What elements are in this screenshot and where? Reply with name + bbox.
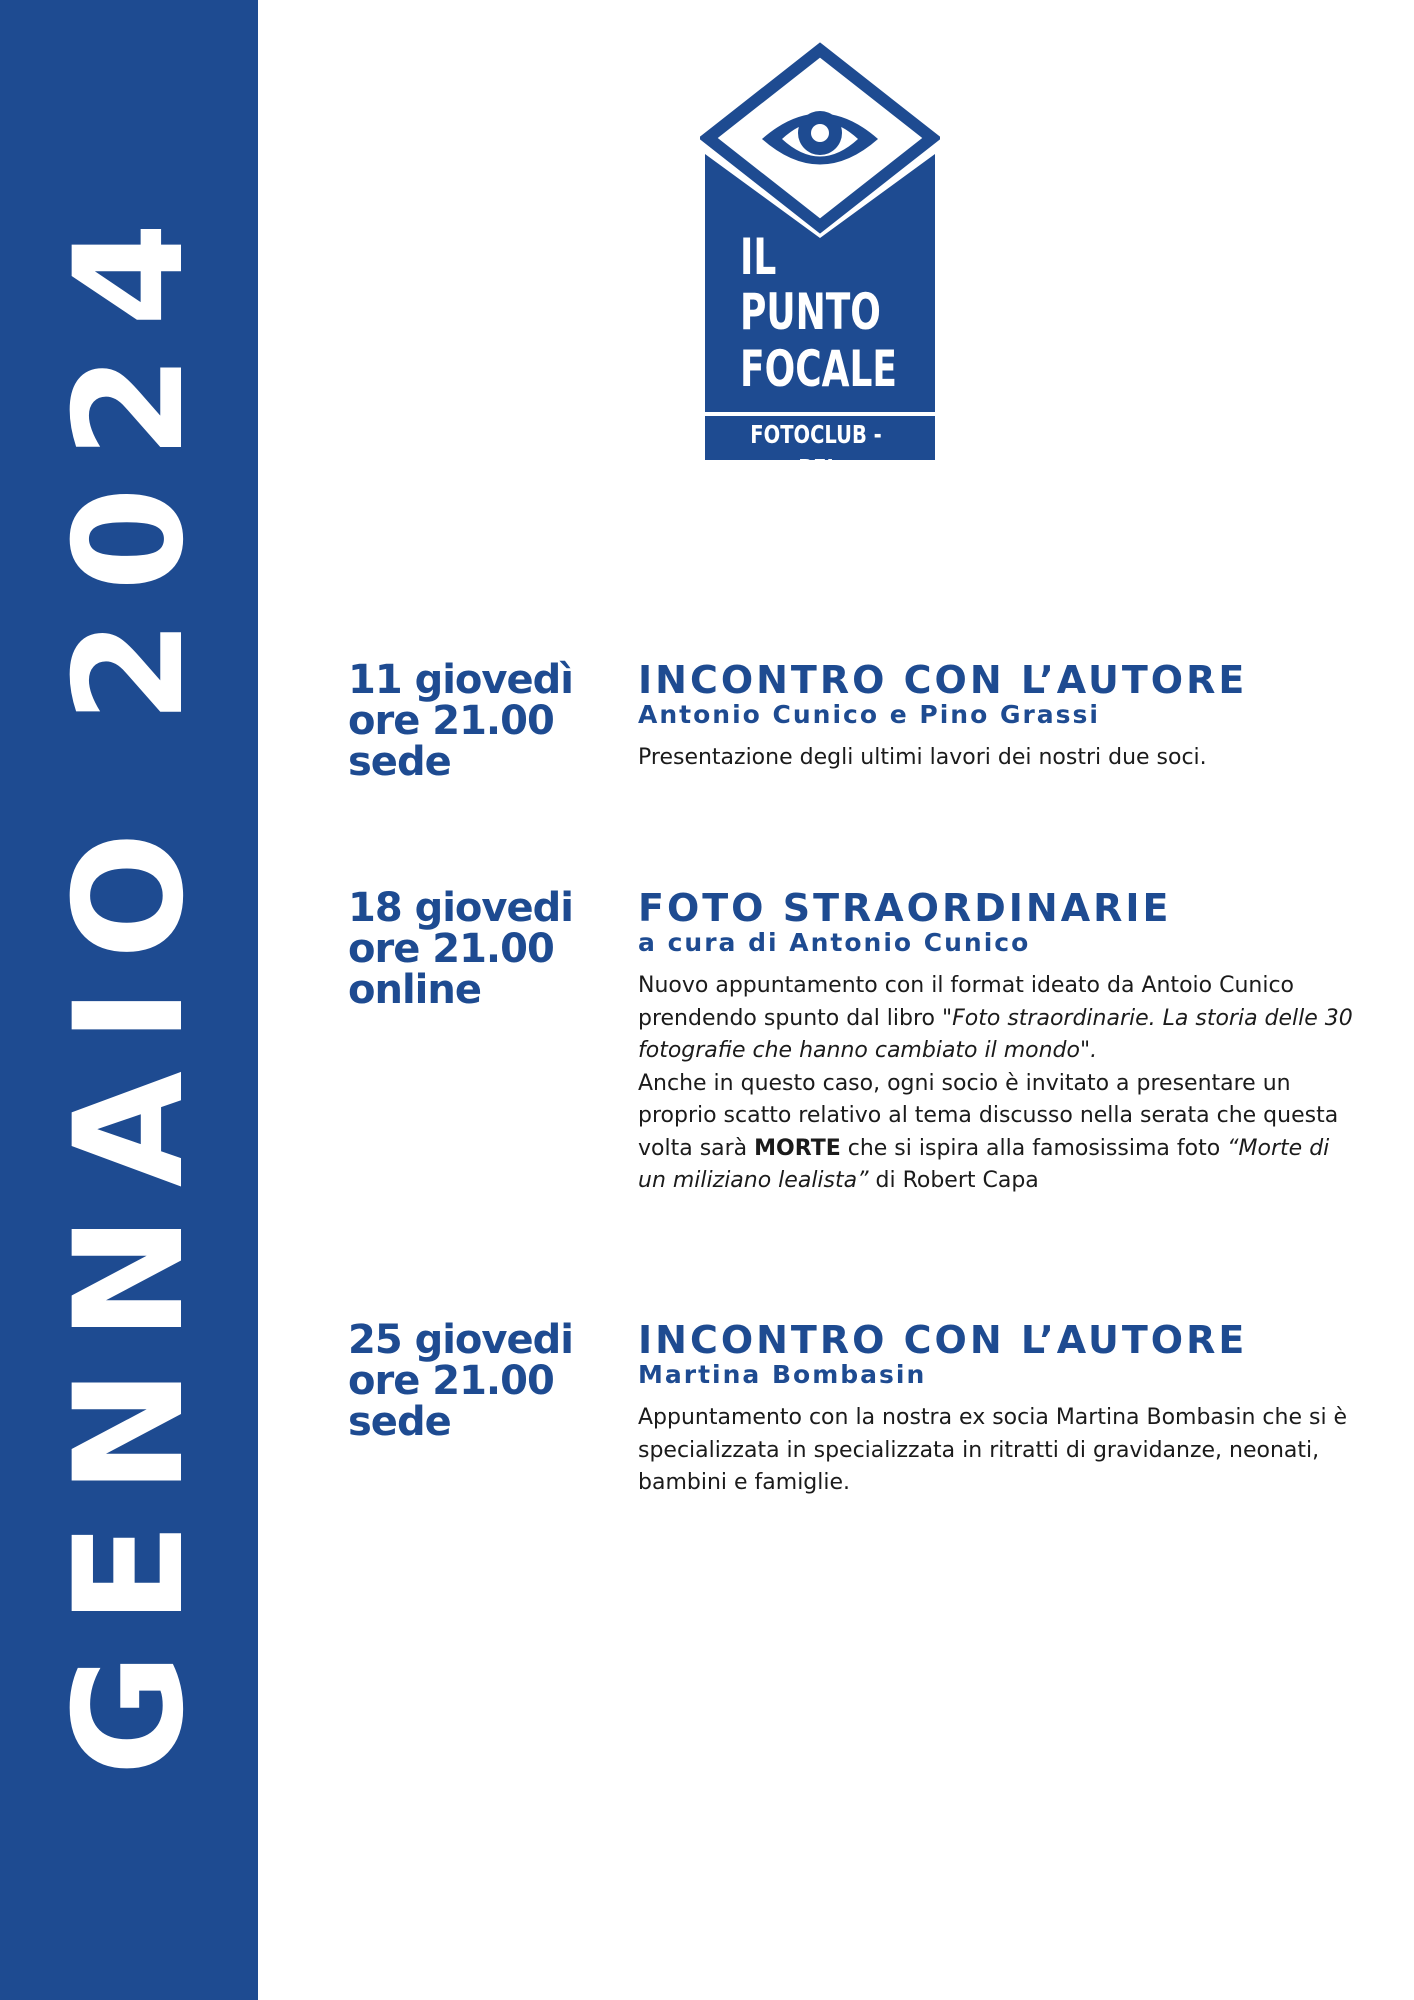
event-description: Appuntamento con la nostra ex socia Martina Bombasin che si è specializzata in specializzata in ritratti di gravidanze, neonati, bambini e famiglie. bbox=[638, 1405, 1348, 1495]
logo-text-focale: FOCALE bbox=[740, 340, 898, 398]
event-day: 11 giovedì bbox=[348, 657, 573, 703]
event-subtitle: a cura di Antonio Cunico bbox=[638, 928, 1031, 957]
club-logo bbox=[700, 42, 940, 483]
event-title: INCONTRO CON L’AUTORE bbox=[638, 1318, 1248, 1362]
event-location: sede bbox=[348, 739, 451, 785]
desc-photo-title: “Morte di un miliziano lealista” bbox=[638, 1135, 1330, 1193]
event-day: 18 giovedi bbox=[348, 885, 573, 931]
sidebar-band bbox=[0, 0, 258, 2000]
event-title: FOTO STRAORDINARIE bbox=[638, 886, 1172, 930]
event-date bbox=[348, 657, 598, 785]
event-subtitle: Antonio Cunico e Pino Grassi bbox=[638, 700, 1101, 729]
desc-theme: MORTE bbox=[754, 1135, 841, 1161]
event-time: ore 21.00 bbox=[348, 698, 554, 744]
event-title: INCONTRO CON L’AUTORE bbox=[638, 658, 1248, 702]
desc-text: di Robert Capa bbox=[868, 1168, 1039, 1193]
event-description: Presentazione degli ultimi lavori dei nostri due soci. bbox=[638, 745, 1207, 770]
event-content bbox=[638, 1320, 1358, 1500]
month-title: GENNAIO 2024 bbox=[43, 194, 217, 1776]
event-description bbox=[638, 970, 1358, 1198]
event-location: sede bbox=[348, 1399, 451, 1445]
event-content bbox=[638, 660, 1358, 775]
event-content bbox=[638, 888, 1358, 1198]
event-date bbox=[348, 885, 598, 1013]
logo-text-punto: PUNTO bbox=[740, 283, 881, 341]
event-time: ore 21.00 bbox=[348, 1358, 554, 1404]
event-time: ore 21.00 bbox=[348, 926, 554, 972]
desc-text: Anche in questo caso, ogni socio è invitato a presentare un proprio scatto relativo al tema discusso nella serata che questa volta sarà bbox=[638, 1070, 1339, 1161]
desc-book-title: "Foto straordinarie. La storia delle 30 fotografie che hanno cambiato il mondo". bbox=[638, 1005, 1353, 1063]
event-day: 25 giovedi bbox=[348, 1317, 573, 1363]
logo-band-fotoclub: FOTOCLUB - BFI bbox=[750, 420, 882, 483]
desc-text: Nuovo appuntamento con il format ideato da Antoio Cunico prendendo spunto dal libro bbox=[638, 973, 1295, 1031]
desc-text: che si ispira alla famosissima foto bbox=[840, 1135, 1228, 1161]
event-location: online bbox=[348, 967, 481, 1013]
logo-text-il: IL bbox=[740, 228, 777, 286]
event-date bbox=[348, 1317, 598, 1445]
event-subtitle: Martina Bombasin bbox=[638, 1360, 927, 1389]
